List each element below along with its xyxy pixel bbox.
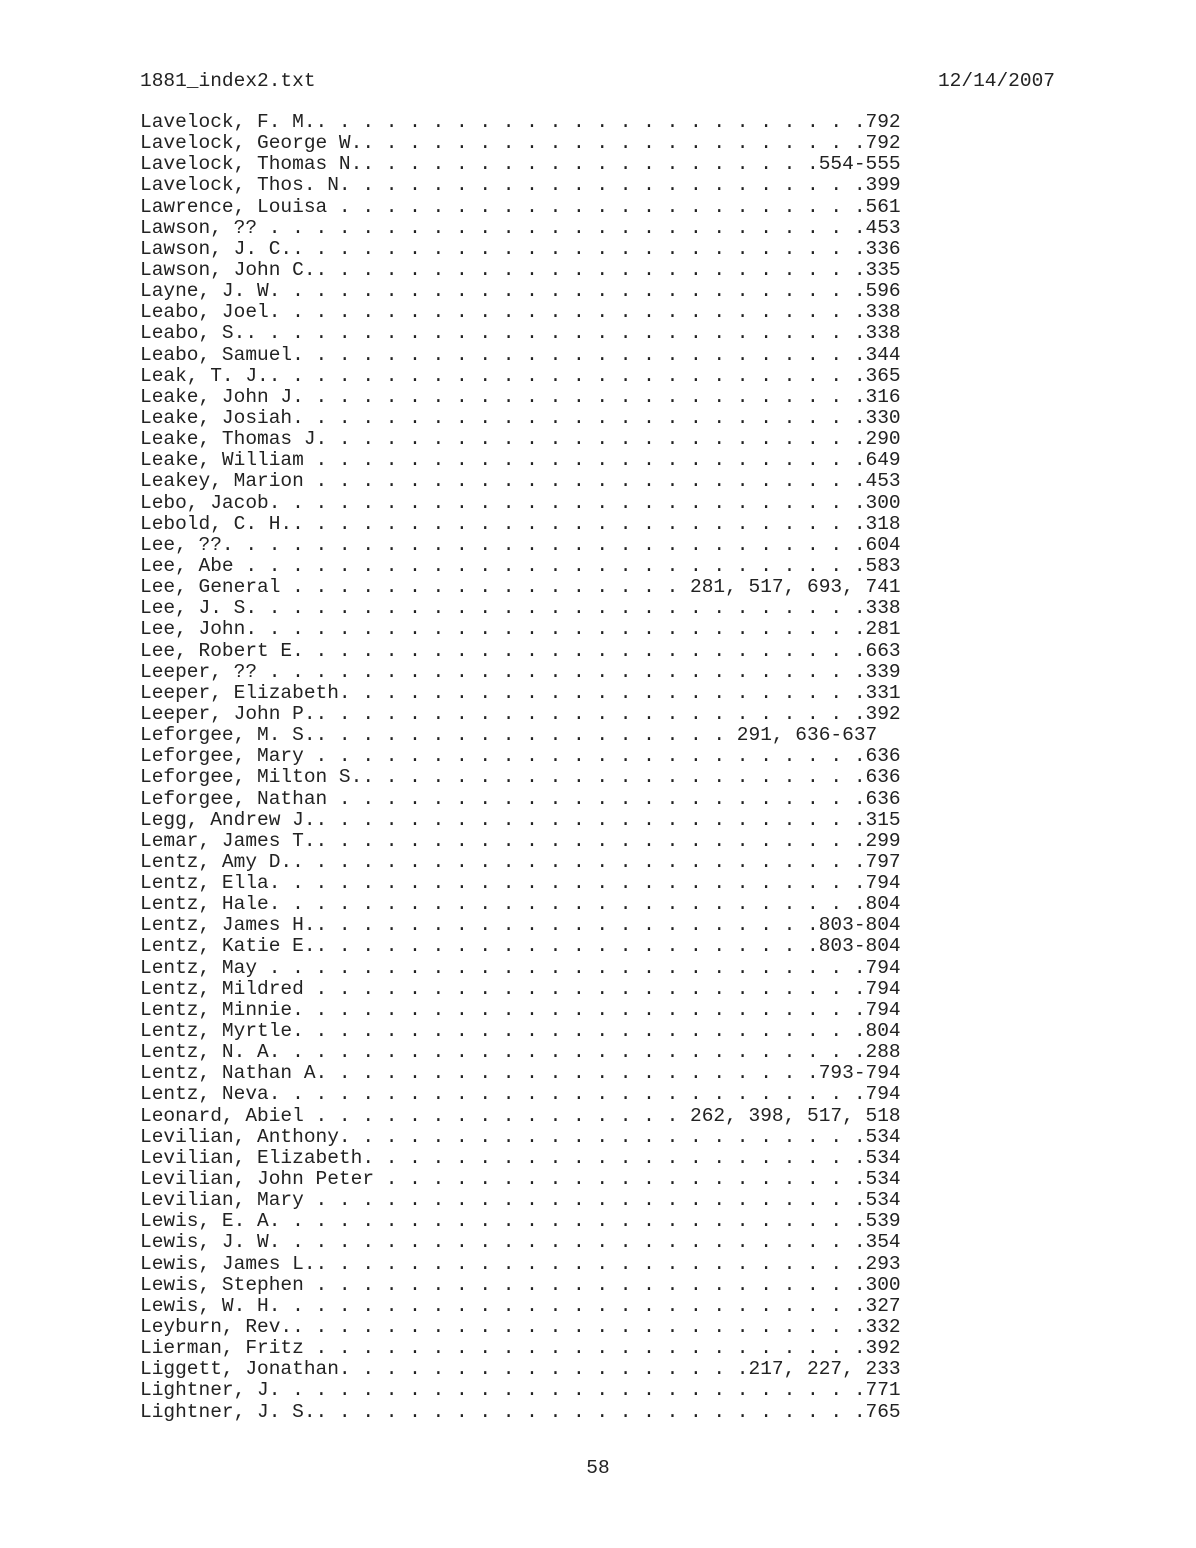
index-entry: Levilian, Anthony. . . . . . . . . . . . . . . . . . . . . . .534	[140, 1125, 901, 1148]
index-entry: Lawson, ?? . . . . . . . . . . . . . . . . . . . . . . . . . .453	[140, 216, 901, 239]
header-date: 12/14/2007	[937, 70, 1055, 92]
index-entry: Lentz, Nathan A. . . . . . . . . . . . . . . . . . . . . .793-794	[140, 1062, 901, 1085]
index-entry: Lentz, Amy D.. . . . . . . . . . . . . . . . . . . . . . . . .797	[140, 850, 901, 873]
index-entry: Leeper, ?? . . . . . . . . . . . . . . . . . . . . . . . . . .339	[140, 660, 901, 683]
index-entry: Leakey, Marion . . . . . . . . . . . . . . . . . . . . . . . .453	[140, 470, 901, 493]
index-entry: Lightner, J. . . . . . . . . . . . . . . . . . . . . . . . . .771	[140, 1379, 901, 1402]
index-entry: Lentz, James H.. . . . . . . . . . . . . . . . . . . . . .803-804	[140, 914, 901, 937]
index-entry: Lewis, W. H. . . . . . . . . . . . . . . . . . . . . . . . . .327	[140, 1294, 901, 1317]
index-entry: Leake, Thomas J. . . . . . . . . . . . . . . . . . . . . . . .290	[140, 428, 901, 451]
index-entry: Lewis, J. W. . . . . . . . . . . . . . . . . . . . . . . . . .354	[140, 1231, 901, 1254]
index-entry: Lee, General . . . . . . . . . . . . . . . . . 281, 517, 693, 741	[140, 576, 901, 599]
header-filename: 1881_index2.txt	[140, 70, 316, 92]
index-entry: Lentz, Myrtle. . . . . . . . . . . . . . . . . . . . . . . . .804	[140, 1020, 901, 1043]
index-entry: Leyburn, Rev.. . . . . . . . . . . . . . . . . . . . . . . . .332	[140, 1316, 901, 1339]
index-entry: Leake, William . . . . . . . . . . . . . . . . . . . . . . . .649	[140, 449, 901, 472]
index-entry: Lebo, Jacob. . . . . . . . . . . . . . . . . . . . . . . . . .300	[140, 491, 901, 514]
index-entry: Lawrence, Louisa . . . . . . . . . . . . . . . . . . . . . . .561	[140, 195, 901, 218]
index-entry: Lentz, Hale. . . . . . . . . . . . . . . . . . . . . . . . . .804	[140, 893, 901, 916]
index-entry: Lavelock, Thos. N. . . . . . . . . . . . . . . . . . . . . . .399	[140, 174, 901, 197]
index-entry: Leeper, John P.. . . . . . . . . . . . . . . . . . . . . . . .392	[140, 702, 901, 725]
page-number: 58	[586, 1457, 610, 1479]
index-entry: Levilian, Elizabeth. . . . . . . . . . . . . . . . . . . . . .534	[140, 1146, 901, 1169]
index-entry: Lawson, J. C.. . . . . . . . . . . . . . . . . . . . . . . . .336	[140, 237, 901, 260]
index-entry: Lavelock, George W.. . . . . . . . . . . . . . . . . . . . . .792	[140, 132, 901, 155]
index-entry: Lee, Robert E. . . . . . . . . . . . . . . . . . . . . . . . .663	[140, 639, 901, 662]
index-entry: Lavelock, F. M.. . . . . . . . . . . . . . . . . . . . . . . .792	[140, 111, 901, 133]
index-entry: Lierman, Fritz . . . . . . . . . . . . . . . . . . . . . . . .392	[140, 1337, 901, 1360]
index-entry: Leforgee, Mary . . . . . . . . . . . . . . . . . . . . . . . .636	[140, 745, 901, 768]
index-entry: Lavelock, Thomas N.. . . . . . . . . . . . . . . . . . . .554-555	[140, 153, 901, 176]
index-entry: Leonard, Abiel . . . . . . . . . . . . . . . . 262, 398, 517, 518	[140, 1104, 901, 1127]
index-entry: Lewis, James L.. . . . . . . . . . . . . . . . . . . . . . . .293	[140, 1252, 901, 1275]
index-entry: Lebold, C. H.. . . . . . . . . . . . . . . . . . . . . . . . .318	[140, 512, 901, 535]
index-entry: Lewis, E. A. . . . . . . . . . . . . . . . . . . . . . . . . .539	[140, 1210, 901, 1233]
index-entry: Lawson, John C.. . . . . . . . . . . . . . . . . . . . . . . .335	[140, 258, 901, 281]
index-entry: Leabo, Samuel. . . . . . . . . . . . . . . . . . . . . . . . .344	[140, 343, 901, 366]
index-entry: Lentz, May . . . . . . . . . . . . . . . . . . . . . . . . . .794	[140, 956, 901, 979]
index-entry: Lee, J. S. . . . . . . . . . . . . . . . . . . . . . . . . . .338	[140, 597, 901, 620]
index-entry: Leabo, Joel. . . . . . . . . . . . . . . . . . . . . . . . . .338	[140, 301, 901, 324]
index-entry-list	[140, 112, 901, 1423]
index-entry: Leabo, S.. . . . . . . . . . . . . . . . . . . . . . . . . . .338	[140, 322, 901, 345]
index-entry: Lightner, J. S.. . . . . . . . . . . . . . . . . . . . . . . .765	[140, 1400, 901, 1423]
index-entry: Lentz, Neva. . . . . . . . . . . . . . . . . . . . . . . . . .794	[140, 1083, 901, 1106]
index-entry: Lentz, Mildred . . . . . . . . . . . . . . . . . . . . . . . .794	[140, 977, 901, 1000]
index-entry: Lentz, Minnie. . . . . . . . . . . . . . . . . . . . . . . . .794	[140, 998, 901, 1021]
index-entry: Leake, Josiah. . . . . . . . . . . . . . . . . . . . . . . . .330	[140, 406, 901, 429]
index-entry: Legg, Andrew J.. . . . . . . . . . . . . . . . . . . . . . . .315	[140, 808, 901, 831]
index-entry: Lee, Abe . . . . . . . . . . . . . . . . . . . . . . . . . . .583	[140, 554, 901, 577]
index-entry: Lentz, Katie E.. . . . . . . . . . . . . . . . . . . . . .803-804	[140, 935, 901, 958]
index-entry: Lentz, Ella. . . . . . . . . . . . . . . . . . . . . . . . . .794	[140, 872, 901, 895]
page-header	[140, 68, 1055, 94]
index-entry: Liggett, Jonathan. . . . . . . . . . . . . . . . . .217, 227, 233	[140, 1358, 901, 1381]
index-entry: Lee, John. . . . . . . . . . . . . . . . . . . . . . . . . . .281	[140, 618, 901, 641]
index-entry: Lewis, Stephen . . . . . . . . . . . . . . . . . . . . . . . .300	[140, 1273, 901, 1296]
index-entry: Lee, ??. . . . . . . . . . . . . . . . . . . . . . . . . . . .604	[140, 533, 901, 556]
index-entry: Lemar, James T.. . . . . . . . . . . . . . . . . . . . . . . .299	[140, 829, 901, 852]
index-entry: Leforgee, Milton S.. . . . . . . . . . . . . . . . . . . . . .636	[140, 766, 901, 789]
index-entry: Leforgee, M. S.. . . . . . . . . . . . . . . . . . 291, 636-637	[140, 724, 878, 747]
index-entry: Levilian, John Peter . . . . . . . . . . . . . . . . . . . . .534	[140, 1168, 901, 1191]
index-entry: Levilian, Mary . . . . . . . . . . . . . . . . . . . . . . . .534	[140, 1189, 901, 1212]
index-entry: Leake, John J. . . . . . . . . . . . . . . . . . . . . . . . .316	[140, 385, 901, 408]
index-entry: Leforgee, Nathan . . . . . . . . . . . . . . . . . . . . . . .636	[140, 787, 901, 810]
index-entry: Leak, T. J.. . . . . . . . . . . . . . . . . . . . . . . . . .365	[140, 364, 901, 387]
index-entry: Layne, J. W. . . . . . . . . . . . . . . . . . . . . . . . . .596	[140, 280, 901, 303]
index-entry: Lentz, N. A. . . . . . . . . . . . . . . . . . . . . . . . . .288	[140, 1041, 901, 1064]
index-entry: Leeper, Elizabeth. . . . . . . . . . . . . . . . . . . . . . .331	[140, 681, 901, 704]
